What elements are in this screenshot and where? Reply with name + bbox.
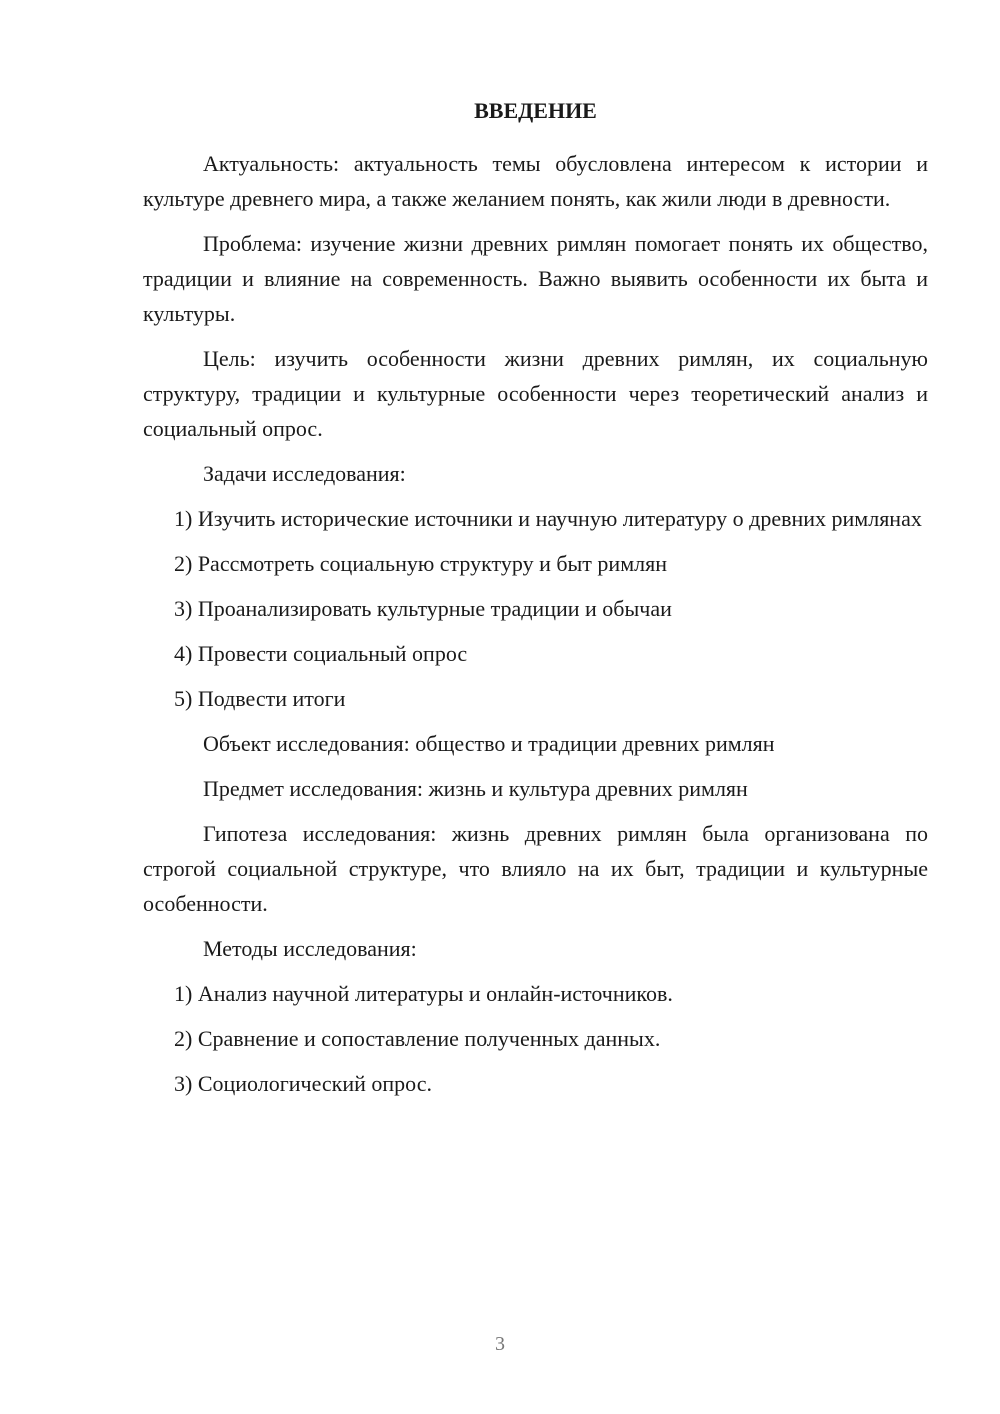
task-item: 4) Провести социальный опрос xyxy=(174,641,468,666)
document-page xyxy=(143,96,928,1111)
page-number: 3 xyxy=(495,1333,505,1355)
subject-paragraph: Предмет исследования: жизнь и культура древних римлян xyxy=(203,776,748,801)
relevance-paragraph: Актуальность: актуальность темы обусловлена интересом к истории и культуре древнего мира, а также желанием понять, как жили люди в древности. xyxy=(143,151,928,211)
method-item: 3) Социологический опрос. xyxy=(174,1071,432,1096)
hypothesis-paragraph: Гипотеза исследования: жизнь древних римлян была организована по строгой социальной структуре, что влияло на их быт, традиции и культурные особенности. xyxy=(143,821,928,916)
method-item: 1) Анализ научной литературы и онлайн-источников. xyxy=(174,981,673,1006)
task-item: 1) Изучить исторические источники и научную литературу о древних римлянах xyxy=(174,506,922,531)
task-item: 3) Проанализировать культурные традиции и обычаи xyxy=(174,596,672,621)
task-item: 2) Рассмотреть социальную структуру и быт римлян xyxy=(174,551,667,576)
section-title: ВВЕДЕНИЕ xyxy=(474,98,597,123)
methods-heading: Методы исследования: xyxy=(203,936,417,961)
method-item: 2) Сравнение и сопоставление полученных данных. xyxy=(174,1026,661,1051)
problem-paragraph: Проблема: изучение жизни древних римлян помогает понять их общество, традиции и влияние на современность. Важно выявить особенности их быта и культуры. xyxy=(143,231,928,326)
goal-paragraph: Цель: изучить особенности жизни древних римлян, их социальную структуру, традиции и культурные особенности через теоретический анализ и социальный опрос. xyxy=(143,346,928,441)
object-paragraph: Объект исследования: общество и традиции древних римлян xyxy=(203,731,775,756)
task-item: 5) Подвести итоги xyxy=(174,686,346,711)
tasks-heading: Задачи исследования: xyxy=(203,461,406,486)
